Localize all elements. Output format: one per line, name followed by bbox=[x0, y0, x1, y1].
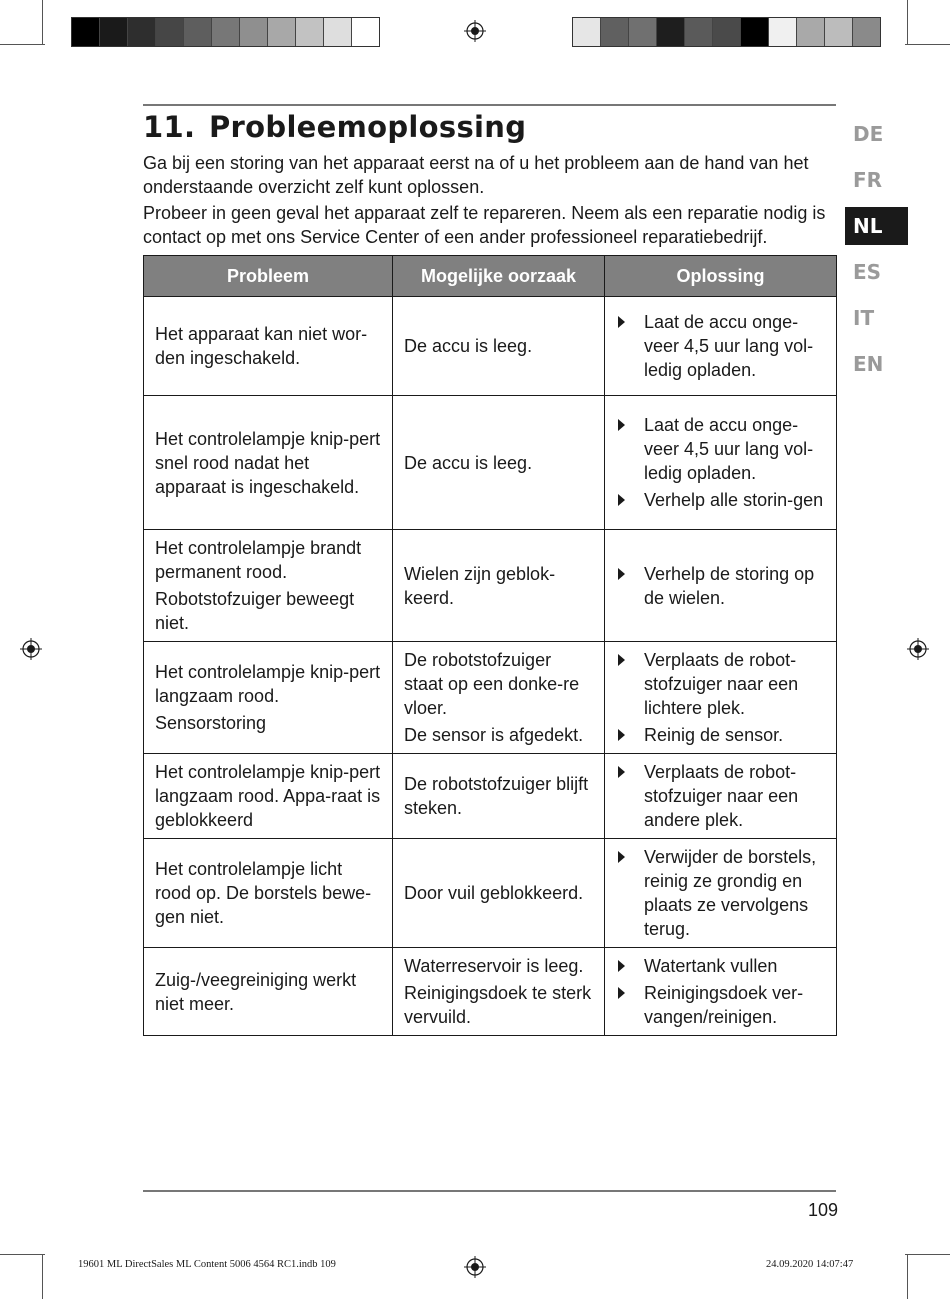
solution-cell bbox=[605, 530, 837, 642]
color-swatch bbox=[685, 18, 713, 46]
language-tab-en[interactable]: EN bbox=[853, 352, 884, 376]
registration-mark-icon bbox=[907, 638, 929, 660]
problem-cell bbox=[144, 948, 393, 1036]
table-row bbox=[144, 642, 837, 754]
solution-list bbox=[616, 760, 826, 832]
cause-text: Reinigingsdoek te sterk vervuild. bbox=[404, 983, 592, 1027]
solution-item bbox=[616, 488, 826, 512]
bullet-triangle-icon bbox=[618, 316, 625, 328]
cause-text: De sensor is afgedekt. bbox=[404, 725, 584, 745]
color-swatch bbox=[352, 18, 379, 46]
crop-mark bbox=[42, 0, 43, 45]
cause-text: Door vuil geblokkeerd. bbox=[404, 883, 584, 903]
bullet-triangle-icon bbox=[618, 987, 625, 999]
cause-cell bbox=[393, 754, 605, 839]
crop-mark bbox=[905, 44, 950, 45]
problem-cell bbox=[144, 839, 393, 948]
color-swatch bbox=[797, 18, 825, 46]
solution-text: Verhelp alle storin-gen bbox=[644, 490, 824, 510]
cause-cell bbox=[393, 396, 605, 530]
cause-text: Waterreservoir is leeg. bbox=[404, 956, 584, 976]
table-row bbox=[144, 839, 837, 948]
print-slug-date: 24.09.2020 14:07:47 bbox=[766, 1259, 854, 1270]
section-number: 11. bbox=[143, 110, 196, 144]
problem-text: Sensorstoring bbox=[155, 713, 267, 733]
registration-mark-icon bbox=[464, 20, 486, 42]
bullet-triangle-icon bbox=[618, 419, 625, 431]
solution-list bbox=[616, 562, 826, 610]
table-header-row bbox=[144, 256, 837, 297]
color-swatch bbox=[657, 18, 685, 46]
print-slug-file: 19601 ML DirectSales ML Content 5006 4564 RC1.indb 109 bbox=[78, 1259, 336, 1270]
solution-list bbox=[616, 413, 826, 512]
color-swatch bbox=[324, 18, 352, 46]
solution-text: Verplaats de robot-stofzuiger naar een lichtere plek. bbox=[644, 650, 799, 718]
solution-item bbox=[616, 723, 826, 747]
bullet-triangle-icon bbox=[618, 960, 625, 972]
solution-text: Reinig de sensor. bbox=[644, 725, 784, 745]
language-tab-es[interactable]: ES bbox=[853, 260, 882, 284]
language-tab-fr[interactable]: FR bbox=[853, 168, 883, 192]
cause-cell bbox=[393, 297, 605, 396]
section-title-text: Probleemoplossing bbox=[209, 110, 527, 144]
problem-text: Het controlelampje knip-pert langzaam rood. Appa-raat is geblokkeerd bbox=[155, 762, 381, 830]
solution-item bbox=[616, 413, 826, 485]
language-tab-de[interactable]: DE bbox=[853, 122, 884, 146]
solution-item bbox=[616, 562, 826, 610]
bullet-triangle-icon bbox=[618, 766, 625, 778]
column-header-solution: Oplossing bbox=[605, 256, 837, 297]
color-swatch bbox=[825, 18, 853, 46]
solution-item bbox=[616, 648, 826, 720]
color-calibration-bar-left bbox=[71, 17, 380, 47]
table-row bbox=[144, 396, 837, 530]
color-swatch bbox=[128, 18, 156, 46]
problem-text: Het apparaat kan niet wor-den ingeschakeld. bbox=[155, 324, 368, 368]
intro-paragraph: Probeer in geen geval het apparaat zelf te repareren. Neem als een reparatie nodig is contact op met ons Service Center of een ander professioneel reparatiebedrijf. bbox=[143, 203, 826, 247]
solution-item bbox=[616, 845, 826, 941]
color-calibration-bar-right bbox=[572, 17, 881, 47]
registration-mark-icon bbox=[464, 1256, 486, 1278]
crop-mark bbox=[0, 44, 45, 45]
problem-cell bbox=[144, 754, 393, 839]
problem-text: Het controlelampje knip-pert langzaam rood. bbox=[155, 662, 381, 706]
table-row bbox=[144, 948, 837, 1036]
page-number: 109 bbox=[808, 1200, 839, 1220]
problem-cell bbox=[144, 396, 393, 530]
bullet-triangle-icon bbox=[618, 654, 625, 666]
color-swatch bbox=[853, 18, 880, 46]
table-row bbox=[144, 297, 837, 396]
color-swatch bbox=[212, 18, 240, 46]
cause-cell bbox=[393, 530, 605, 642]
cause-cell bbox=[393, 948, 605, 1036]
solution-text: Verhelp de storing op de wielen. bbox=[644, 563, 815, 608]
solution-cell bbox=[605, 839, 837, 948]
cause-text: De robotstofzuiger staat op een donke-re vloer. bbox=[404, 650, 580, 718]
solution-list bbox=[616, 954, 826, 1029]
solution-text: Watertank vullen bbox=[644, 956, 778, 976]
cause-text: Wielen zijn geblok-keerd. bbox=[404, 563, 556, 608]
solution-cell bbox=[605, 297, 837, 396]
solution-list bbox=[616, 310, 826, 382]
solution-list bbox=[616, 845, 826, 941]
color-swatch bbox=[713, 18, 741, 46]
crop-mark bbox=[0, 1254, 45, 1255]
solution-text: Verplaats de robot-stofzuiger naar een andere plek. bbox=[644, 762, 799, 830]
color-swatch bbox=[72, 18, 100, 46]
solution-item bbox=[616, 954, 826, 978]
column-header-problem: Probleem bbox=[144, 256, 393, 297]
solution-text: Verwijder de borstels, reinig ze grondig en plaats ze vervolgens terug. bbox=[644, 847, 817, 939]
section-title bbox=[143, 110, 526, 144]
solution-text: Reinigingsdoek ver-vangen/reinigen. bbox=[644, 983, 804, 1027]
cause-cell bbox=[393, 839, 605, 948]
color-swatch bbox=[240, 18, 268, 46]
language-tab-it[interactable]: IT bbox=[853, 306, 875, 330]
bullet-triangle-icon bbox=[618, 851, 625, 863]
bullet-triangle-icon bbox=[618, 568, 625, 580]
solution-cell bbox=[605, 948, 837, 1036]
color-swatch bbox=[268, 18, 296, 46]
bullet-triangle-icon bbox=[618, 729, 625, 741]
problem-cell bbox=[144, 530, 393, 642]
solution-text: Laat de accu onge-veer 4,5 uur lang vol-ledig opladen. bbox=[644, 415, 814, 483]
cause-text: De accu is leeg. bbox=[404, 452, 533, 473]
problem-text: Robotstofzuiger beweegt niet. bbox=[155, 589, 355, 633]
solution-item bbox=[616, 760, 826, 832]
cause-text: De robotstofzuiger blijft steken. bbox=[404, 774, 589, 818]
solution-item bbox=[616, 981, 826, 1029]
problem-cell bbox=[144, 297, 393, 396]
solution-cell bbox=[605, 754, 837, 839]
color-swatch bbox=[601, 18, 629, 46]
intro-paragraph: Ga bij een storing van het apparaat eerst na of u het probleem aan de hand van het onderstaande overzicht zelf kunt oplossen. bbox=[143, 153, 809, 197]
problem-text: Het controlelampje brandt permanent rood. bbox=[155, 538, 362, 582]
solution-list bbox=[616, 648, 826, 747]
registration-mark-icon bbox=[20, 638, 42, 660]
header-rule bbox=[143, 104, 836, 106]
problem-text: Zuig-/veegreiniging werkt niet meer. bbox=[155, 969, 357, 1014]
crop-mark bbox=[907, 1254, 908, 1299]
cause-text: De accu is leeg. bbox=[404, 336, 533, 356]
language-tab-nl[interactable]: NL bbox=[845, 207, 908, 245]
solution-cell bbox=[605, 396, 837, 530]
troubleshooting-table bbox=[143, 255, 837, 1036]
bullet-triangle-icon bbox=[618, 494, 625, 506]
color-swatch bbox=[769, 18, 797, 46]
color-swatch bbox=[296, 18, 324, 46]
table-row bbox=[144, 754, 837, 839]
color-swatch bbox=[156, 18, 184, 46]
problem-cell bbox=[144, 642, 393, 754]
solution-text: Laat de accu onge-veer 4,5 uur lang vol-ledig opladen. bbox=[644, 312, 814, 380]
crop-mark bbox=[905, 1254, 950, 1255]
color-swatch bbox=[184, 18, 212, 46]
cause-cell bbox=[393, 642, 605, 754]
problem-text: Het controlelampje knip-pert snel rood nadat het apparaat is ingeschakeld. bbox=[155, 428, 381, 497]
color-swatch bbox=[100, 18, 128, 46]
solution-item bbox=[616, 310, 826, 382]
table-row bbox=[144, 530, 837, 642]
solution-cell bbox=[605, 642, 837, 754]
problem-text: Het controlelampje licht rood op. De borstels bewe-gen niet. bbox=[155, 859, 372, 927]
color-swatch bbox=[741, 18, 769, 46]
crop-mark bbox=[42, 1254, 43, 1299]
color-swatch bbox=[573, 18, 601, 46]
crop-mark bbox=[907, 0, 908, 45]
footer-rule bbox=[143, 1190, 836, 1192]
color-swatch bbox=[629, 18, 657, 46]
column-header-cause: Mogelijke oorzaak bbox=[393, 256, 605, 297]
